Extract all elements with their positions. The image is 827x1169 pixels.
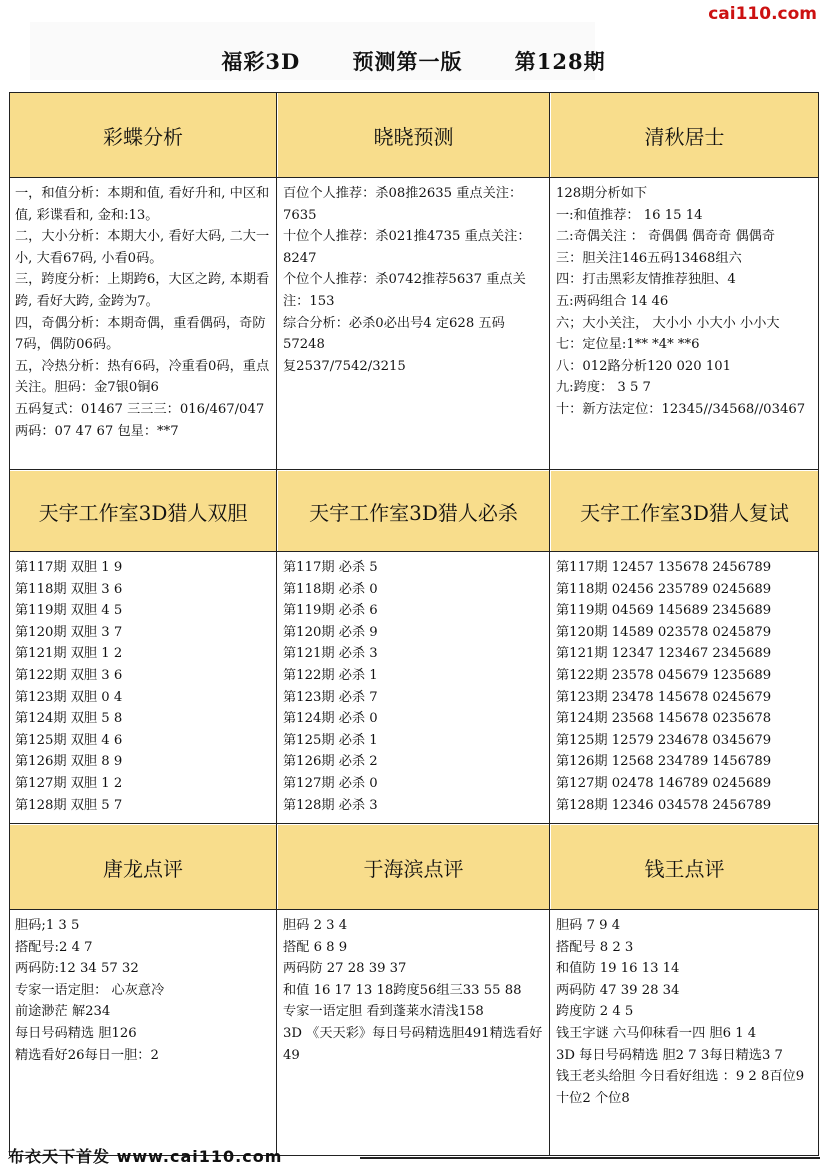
text-line: 七：定位星:1** *4* **6	[556, 337, 700, 353]
title-part-issue: 第128期	[514, 49, 606, 74]
section-body-bisha	[278, 551, 549, 823]
section-body-yuhaibin	[278, 909, 549, 1155]
list-item: 第126期 必杀 2	[283, 754, 378, 770]
list-item: 第122期 23578 045679 1235689	[556, 667, 772, 683]
list-item: 第119期 04569 145689 2345689	[556, 603, 772, 619]
section-header-caidie: 彩蝶分析	[10, 93, 276, 177]
list-item: 第128期 12346 034578 2456789	[556, 797, 772, 813]
text-line: 十：新方法定位：12345//34568//03467	[556, 401, 806, 417]
text-line: 两码防 27 28 39 37	[283, 961, 407, 977]
section-body-qianwang	[551, 909, 818, 1155]
text-line: 九:跨度： 3 5 7	[556, 380, 651, 396]
text-line: 搭配号:2 4 7	[15, 939, 93, 955]
section-body-tanglong	[10, 909, 276, 1155]
text-line: 两码防:12 34 57 32	[15, 961, 139, 977]
text-line: 二，大小分析：本期大小, 看好大码, 二大一小, 大看67码, 小看0码。	[15, 229, 270, 266]
text-line: 胆码 2 3 4	[283, 918, 348, 933]
list-item: 第128期 必杀 3	[283, 797, 378, 813]
section-body-shuangdan	[10, 551, 276, 823]
list-item: 第120期 双胆 3 7	[15, 624, 123, 640]
text-line: 胆码;1 3 5	[15, 918, 80, 933]
row-divider	[10, 469, 818, 470]
text-line: 五码复式：01467 三三三：016/467/047 两码：07 47 67 包星：**7	[15, 401, 265, 439]
page-title	[0, 46, 827, 76]
text-line: 百位个人推荐：杀08推2635 重点关注：7635	[283, 186, 523, 223]
section-body-qingqiu	[551, 177, 818, 470]
text-line: 搭配号 8 2 3	[556, 939, 634, 955]
list-item: 第123期 双胆 0 4	[15, 689, 123, 705]
footer-credit[interactable]: 布衣天下首发 www.cai110.com	[8, 1147, 283, 1166]
section-body-caidie	[10, 177, 276, 470]
list-item: 第125期 必杀 1	[283, 732, 378, 748]
prediction-grid	[9, 92, 819, 1156]
text-line: 和值 16 17 13 18跨度56组三33 55 88	[283, 982, 522, 998]
text-line: 钱王字谜 六马仰秣看一四 胆6 1 4	[556, 1025, 757, 1041]
section-header-fushi: 天宇工作室3D猎人复试	[551, 471, 818, 551]
text-line: 前途渺茫 解234	[15, 1004, 111, 1020]
text-line: 六；大小关注， 大小小 小大小 小小大	[556, 315, 780, 331]
text-line: 个位个人推荐：杀0742推荐5637 重点关注：153	[283, 272, 526, 309]
text-line: 专家一语定胆 看到蓬莱水清浅158	[283, 1004, 484, 1020]
list-item: 第126期 12568 234789 1456789	[556, 754, 772, 770]
list-item: 第128期 双胆 5 7	[15, 797, 123, 813]
list-item: 第121期 双胆 1 2	[15, 646, 123, 662]
text-line: 3D 《天天彩》每日号码精选胆491精选看好49	[283, 1025, 543, 1063]
text-line: 跨度防 2 4 5	[556, 1004, 634, 1020]
column-divider	[549, 93, 550, 1155]
list-item: 第121期 必杀 3	[283, 646, 378, 662]
text-line: 十位个人推荐：杀021推4735 重点关注：8247	[283, 229, 531, 266]
text-line: 128期分析如下	[556, 186, 648, 201]
text-line: 每日号码精选 胆126	[15, 1025, 137, 1041]
section-header-qianwang: 钱王点评	[551, 825, 818, 909]
title-part-edition: 预测第一版	[352, 49, 463, 74]
text-line: 精选看好26每日一胆：2	[15, 1047, 159, 1063]
list-item: 第124期 必杀 0	[283, 711, 378, 727]
list-item: 第120期 14589 023578 0245879	[556, 624, 772, 640]
list-item: 第122期 双胆 3 6	[15, 667, 123, 683]
list-item: 第120期 必杀 9	[283, 624, 378, 640]
text-line: 四：打击黑彩友情推荐独胆、4	[556, 272, 736, 288]
list-item: 第117期 必杀 5	[283, 560, 378, 575]
text-line: 一:和值推荐： 16 15 14	[556, 207, 703, 223]
row-divider	[10, 177, 818, 178]
section-header-xiaoxiao: 晓晓预测	[278, 93, 549, 177]
text-line: 四，奇偶分析：本期奇偶，重看偶码，奇防7码，偶防06码。	[15, 315, 266, 353]
list-item: 第127期 必杀 0	[283, 775, 378, 791]
row-divider	[10, 823, 818, 824]
column-divider	[276, 93, 277, 1155]
list-item: 第117期 12457 135678 2456789	[556, 560, 772, 575]
list-item: 第123期 必杀 7	[283, 689, 378, 705]
list-item: 第125期 12579 234678 0345679	[556, 732, 772, 748]
text-line: 两码防 47 39 28 34	[556, 982, 680, 998]
section-body-fushi	[551, 551, 818, 823]
text-line: 综合分析：必杀0必出号4 定628 五码57248	[283, 315, 505, 353]
list-item: 第123期 23478 145678 0245679	[556, 689, 772, 705]
list-item: 第124期 双胆 5 8	[15, 711, 123, 727]
list-item: 第126期 双胆 8 9	[15, 754, 123, 770]
list-item: 第125期 双胆 4 6	[15, 732, 123, 748]
list-item: 第118期 必杀 0	[283, 581, 378, 597]
text-line: 专家一语定胆： 心灰意冷	[15, 982, 165, 998]
section-header-yuhaibin: 于海滨点评	[278, 825, 549, 909]
row-divider	[10, 909, 818, 910]
text-line: 八：012路分析120 020 101	[556, 358, 732, 374]
text-line: 三：胆关注146五码13468组六	[556, 250, 742, 266]
text-line: 和值防 19 16 13 14	[556, 961, 680, 977]
text-line: 3D 每日号码精选 胆2 7 3每日精选3 7	[556, 1047, 783, 1063]
list-item: 第121期 12347 123467 2345689	[556, 646, 772, 662]
list-item: 第127期 02478 146789 0245689	[556, 775, 772, 791]
list-item: 第118期 双胆 3 6	[15, 581, 123, 597]
list-item: 第127期 双胆 1 2	[15, 775, 123, 791]
text-line: 五:两码组合 14 46	[556, 293, 669, 309]
list-item: 第117期 双胆 1 9	[15, 560, 123, 575]
text-line: 五，冷热分析：热有6码，冷重看0码，重点关注。胆码：金7银0铜6	[15, 358, 270, 396]
section-body-xiaoxiao	[278, 177, 549, 470]
text-line: 三，跨度分析：上期跨6，大区之跨, 本期看跨, 看好大跨, 金跨为7。	[15, 272, 270, 309]
text-line: 搭配 6 8 9	[283, 939, 348, 955]
footer-divider	[360, 1157, 820, 1159]
row-divider	[10, 551, 818, 552]
section-header-bisha: 天宇工作室3D猎人必杀	[278, 471, 549, 551]
list-item: 第119期 必杀 6	[283, 603, 378, 619]
section-header-shuangdan: 天宇工作室3D猎人双胆	[10, 471, 276, 551]
section-header-qingqiu: 清秋居士	[551, 93, 818, 177]
site-logo[interactable]: cai110.com	[708, 4, 817, 24]
text-line: 胆码 7 9 4	[556, 918, 621, 933]
text-line: 一，和值分析：本期和值, 看好升和, 中区和值, 彩谍看和, 金和:13。	[15, 186, 270, 223]
list-item: 第122期 必杀 1	[283, 667, 378, 683]
text-line: 复2537/7542/3215	[283, 358, 406, 374]
text-line: 钱王老头给胆 今日看好组选 ：9 2 8百位9 十位2 个位8	[556, 1069, 805, 1106]
section-header-tanglong: 唐龙点评	[10, 825, 276, 909]
text-line: 二:奇偶关注 ： 奇偶偶 偶奇奇 偶偶奇	[556, 229, 776, 245]
list-item: 第124期 23568 145678 0235678	[556, 711, 772, 727]
list-item: 第119期 双胆 4 5	[15, 603, 123, 619]
list-item: 第118期 02456 235789 0245689	[556, 581, 772, 597]
title-part-lottery: 福彩3D	[221, 49, 301, 74]
